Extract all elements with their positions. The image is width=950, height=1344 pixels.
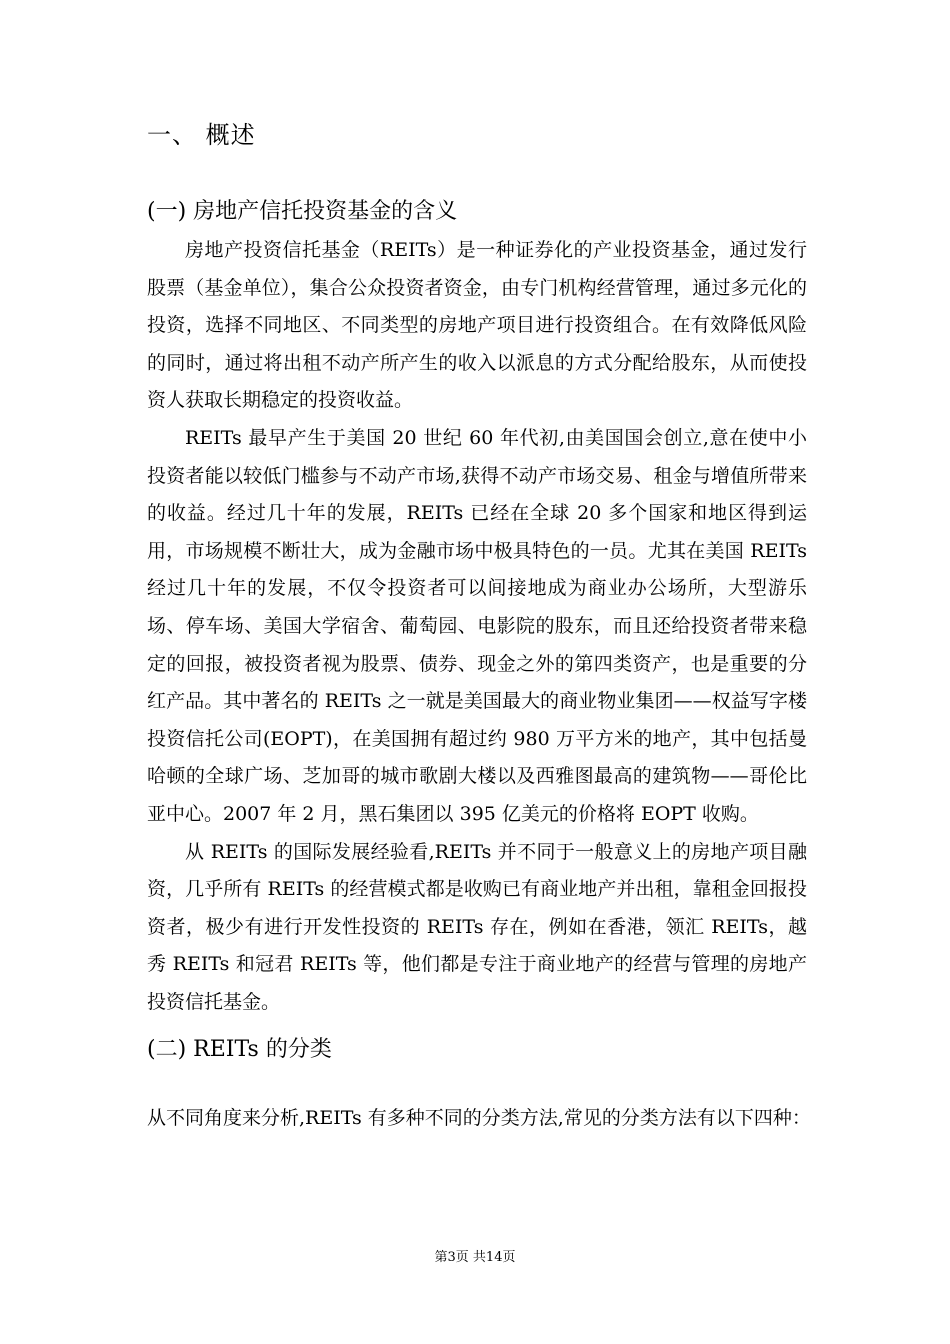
paragraph: 房地产投资信托基金（REITs）是一种证券化的产业投资基金，通过发行股票（基金单位），集合公众投资者资金，由专门机构经营管理，通过多元化的投资，选择不同地区、不同类型的房地产项目进行投资组合。在有效降低风险的同时，通过将出租不动产所产生的收入以派息的方式分配给股东，从而使投资人获取长期稳定的投资收益。 — [147, 239, 807, 412]
paragraph: REITs 最早产生于美国 20 世纪 60 年代初,由美国国会创立,意在使中小投资者能以较低门槛参与不动产市场,获得不动产市场交易、租金与增值所带来的收益。经过几十年的发展，REITs 已经在全球 20 多个国家和地区得到运用，市场规模不断壮大，成为金融市场中极具特色的一员。尤其在美国 REITs 经过几十年的发展，不仅令投资者可以间接地成为商业办公场所，大型游乐场、停车场、美国大学宿舍、葡萄园、电影院的股东，而且还给投资者带来稳定的回报，被投资者视为股票、债券、现金之外的第四类资产，也是重要的分红产品。其中著名的 REITs 之一就是美国最大的商业物业集团——权益写字楼投资信托公司(EOPT)，在美国拥有超过约 980 万平方米的地产，其中包括曼哈顿的全球广场、芝加哥的城市歌剧大楼以及西雅图最高的建筑物——哥伦比亚中心。2007 年 2 月，黑石集团以 395 亿美元的价格将 EOPT 收购。 — [147, 426, 807, 825]
page-footer: 第3页 共14页 — [434, 1250, 516, 1265]
section-2-intro: 从不同角度来分析,REITs 有多种不同的分类方法,常见的分类方法有以下四种： — [147, 1107, 811, 1129]
section-heading-1: (一) 房地产信托投资基金的含义 — [147, 199, 458, 224]
section-heading-2: (二) REITs 的分类 — [147, 1037, 332, 1062]
chapter-heading: 一、 概述 — [147, 121, 256, 149]
section-1-body — [147, 232, 807, 1021]
paragraph: 从 REITs 的国际发展经验看,REITs 并不同于一般意义上的房地产项目融资，几乎所有 REITs 的经营模式都是收购已有商业地产并出租，靠租金回报投资者，极少有进行开发性投资的 REITs 存在，例如在香港，领汇 REITs，越秀 REITs 和冠君 REITs 等，他们都是专注于商业地产的经营与管理的房地产投资信托基金。 — [147, 840, 807, 1013]
